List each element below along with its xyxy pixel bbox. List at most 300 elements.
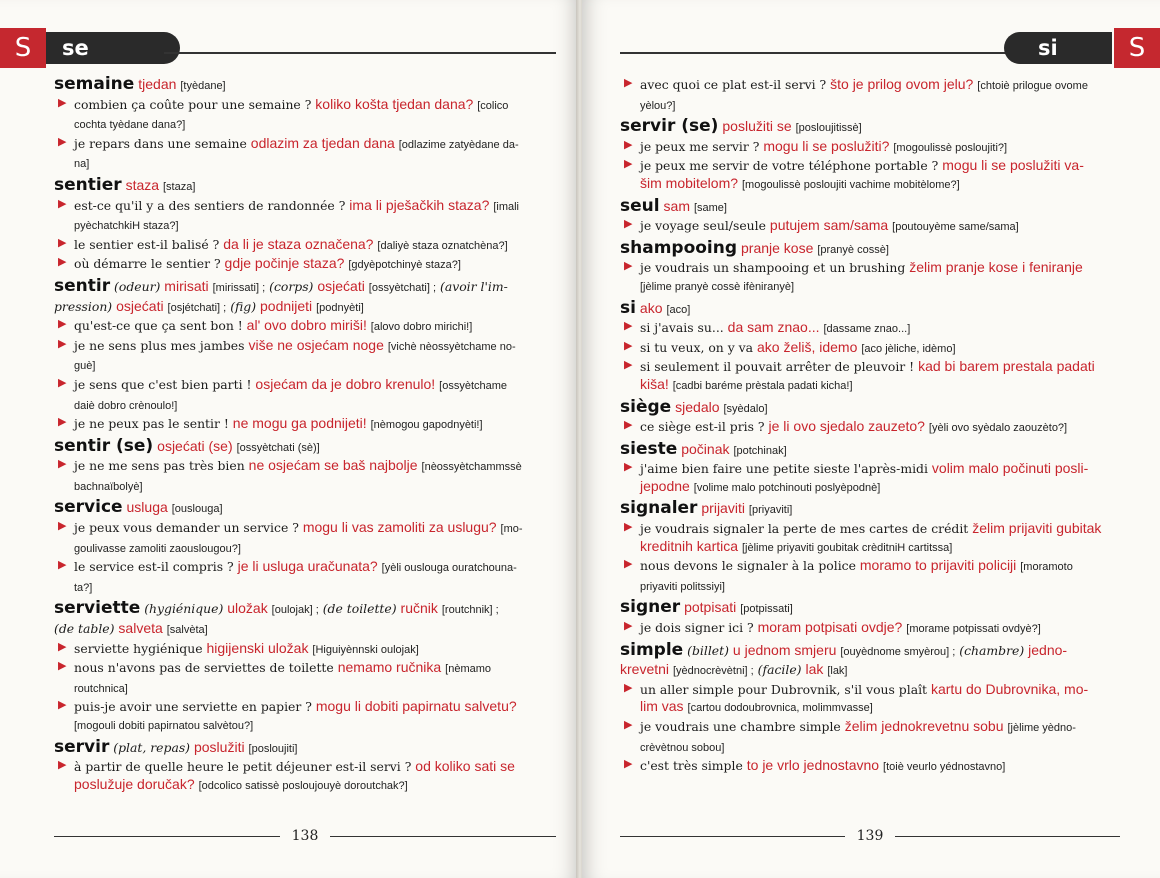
text-line — [74, 477, 556, 497]
french-text: je ne sens plus mes jambes — [74, 337, 245, 353]
dictionary-entry — [620, 118, 1120, 194]
translation: počinak — [681, 440, 730, 457]
french-text: je peux me servir de votre téléphone portable ? — [640, 158, 939, 174]
french-text: le sentier est-il balisé ? — [74, 236, 220, 252]
pronunciation: [yèli ovo syèdalo zaouzèto?] — [928, 422, 1068, 435]
pronunciation: [ossyètchati (sè)] — [236, 441, 320, 454]
translation: lim vas — [640, 698, 684, 715]
example-phrase — [54, 457, 556, 496]
triangle-bullet-icon: ▶ — [624, 520, 633, 534]
text-line — [620, 639, 1120, 662]
translation: šim mobitelom? — [640, 174, 739, 191]
headword: sentir — [54, 275, 111, 296]
text-line — [74, 376, 556, 396]
pronunciation: [syèdalo] — [723, 402, 768, 415]
pronunciation: [same] — [693, 201, 727, 214]
text-line — [640, 538, 1120, 558]
example-phrase — [620, 157, 1120, 194]
translation: kreditnih kartica — [640, 537, 739, 554]
french-text: si tu veux, on y va — [640, 339, 754, 355]
text-line — [74, 659, 556, 679]
dictionary-entry — [620, 297, 1120, 396]
translation: da li je staza označena? — [223, 235, 374, 252]
text-line — [620, 396, 1120, 419]
text-line — [74, 758, 556, 776]
french-text: je peux vous demander un service ? — [74, 520, 299, 536]
text-line — [74, 776, 556, 796]
pronunciation: [nèmogou gapodnyèti!] — [370, 419, 483, 432]
translation: potpisati — [684, 599, 737, 616]
french-text: nous n'avons pas de serviettes de toilette — [74, 660, 334, 676]
translation: usluga — [126, 499, 168, 516]
page-number: 138 — [291, 828, 319, 844]
french-text: où démarre le sentier ? — [74, 256, 221, 272]
pronunciation: [poutouyème same/sama] — [892, 221, 1019, 234]
pronunciation: [daliyè staza oznatchèna?] — [377, 239, 508, 252]
text-line — [54, 174, 556, 197]
example-phrase — [54, 96, 556, 135]
translation: ima li pješačkih staza? — [349, 196, 490, 213]
text-line — [640, 757, 1120, 777]
translation: tjedan — [138, 76, 177, 92]
french-text: le service est-il compris ? — [74, 559, 234, 575]
right-page — [582, 0, 1160, 878]
french-text: à partir de quelle heure le petit déjeuner est-il servi ? — [74, 759, 412, 775]
text-line — [640, 460, 1120, 478]
pronunciation: [aco jèliche, idèmo] — [861, 342, 956, 355]
dictionary-entry — [620, 500, 1120, 596]
pronunciation: [volime malo potchinouti poslyèpodnè] — [693, 481, 881, 494]
pronunciation: [mogoulissè posloujiti?] — [893, 141, 1008, 154]
headword: seul — [620, 195, 660, 216]
translation: poslužuje doručak? — [74, 775, 195, 792]
text-line — [54, 600, 556, 620]
translation: mirisati — [164, 277, 209, 294]
french-text: serviette hygiénique — [74, 640, 203, 656]
pronunciation: [cadbi baréme prèstala padati kicha!] — [672, 379, 853, 392]
pronunciation: [ossyètchati] ; — [368, 281, 437, 294]
translation: želim pranje kose i feniranje — [909, 259, 1083, 276]
french-text: j'aime bien faire une petite sieste l'après-midi — [640, 461, 928, 477]
translation: staza — [125, 176, 160, 193]
french-text: je repars dans une semaine — [74, 135, 247, 151]
triangle-bullet-icon: ▶ — [58, 336, 67, 350]
example-phrase — [620, 138, 1120, 158]
translation: ako želiš, idemo — [757, 338, 858, 355]
text-line — [74, 698, 556, 716]
example-phrase — [54, 376, 556, 415]
french-text: je sens que c'est bien parti ! — [74, 376, 252, 392]
example-phrase — [620, 319, 1120, 339]
example-phrase — [620, 259, 1120, 296]
triangle-bullet-icon: ▶ — [624, 619, 633, 633]
example-phrase — [54, 197, 556, 236]
folio-rule — [620, 836, 845, 837]
text-line — [74, 519, 556, 539]
pronunciation: [jèlime pranyè cossè ifèniranyè] — [640, 280, 795, 293]
grammar-note: (hygiénique) — [144, 601, 224, 617]
triangle-bullet-icon: ▶ — [58, 758, 67, 772]
french-text: ce siège est-il pris ? — [640, 419, 765, 435]
triangle-bullet-icon: ▶ — [58, 317, 67, 331]
text-line — [640, 577, 1120, 597]
translation: sam — [663, 197, 690, 214]
triangle-bullet-icon: ▶ — [624, 319, 633, 333]
headword: si — [620, 297, 636, 318]
triangle-bullet-icon: ▶ — [624, 757, 633, 771]
pronunciation: [chtoiè prilogue ovome — [977, 80, 1088, 92]
text-line — [640, 76, 1120, 96]
triangle-bullet-icon: ▶ — [58, 196, 67, 210]
pronunciation: [yèdnocrèvètni] ; — [672, 665, 754, 678]
pronunciation: [toiè veurlo yédnostavno] — [883, 761, 1006, 774]
pronunciation: yèlou?] — [640, 99, 676, 112]
grammar-note: (corps) — [269, 278, 314, 294]
pronunciation: goulivasse zamoliti zaouslougou?] — [74, 542, 241, 555]
text-line — [640, 738, 1120, 758]
example-phrase — [620, 358, 1120, 395]
headword: servir — [54, 736, 110, 757]
text-line — [74, 679, 556, 699]
example-phrase — [620, 681, 1120, 718]
pronunciation: ta?] — [74, 581, 93, 594]
translation: jepodne — [640, 477, 690, 494]
pronunciation: cochta tyèdane dana?] — [74, 119, 186, 132]
triangle-bullet-icon: ▶ — [624, 157, 633, 171]
example-phrase — [620, 76, 1120, 115]
example-phrase — [54, 758, 556, 795]
headword: sentir (se) — [54, 435, 154, 456]
dictionary-entry — [54, 435, 556, 497]
text-line — [54, 736, 556, 759]
translation: osjećati — [317, 277, 365, 294]
text-line — [620, 661, 1120, 681]
example-phrase — [54, 415, 556, 435]
text-line — [74, 96, 556, 116]
translation: poslužiti se — [722, 118, 792, 135]
header-rule — [620, 52, 1036, 54]
dictionary-entry — [54, 600, 556, 735]
pronunciation: [potchinak] — [733, 444, 787, 457]
triangle-bullet-icon: ▶ — [624, 259, 633, 273]
pronunciation: [aco] — [666, 303, 691, 316]
text-line — [54, 435, 556, 458]
translation: koliko košta tjedan dana? — [315, 95, 474, 112]
text-line — [640, 358, 1120, 376]
french-text: avec quoi ce plat est-il servi ? — [640, 77, 827, 92]
headword: signaler — [620, 498, 698, 519]
headword: serviette — [54, 598, 141, 619]
running-head-tab: se — [46, 32, 180, 64]
text-line — [74, 216, 556, 236]
dictionary-entry — [620, 76, 1120, 115]
text-line — [74, 578, 556, 598]
text-line — [74, 154, 556, 174]
pronunciation: [nèossyètchammssè — [421, 461, 522, 474]
french-text: je dois signer ici ? — [640, 620, 754, 636]
pronunciation: [priyaviti] — [748, 504, 793, 517]
french-text: nous devons le signaler à la police — [640, 558, 856, 574]
text-line — [74, 415, 556, 435]
triangle-bullet-icon: ▶ — [58, 659, 67, 673]
grammar-note: (chambre) — [959, 642, 1025, 658]
example-phrase — [620, 619, 1120, 639]
text-line — [640, 259, 1120, 277]
example-phrase — [54, 558, 556, 597]
right-folio — [620, 826, 1120, 846]
pronunciation: [podnyèti] — [316, 301, 364, 314]
example-phrase — [54, 255, 556, 275]
grammar-note: (avoir l'im- — [439, 278, 508, 294]
text-line — [74, 115, 556, 135]
french-text: combien ça coûte pour une semaine ? — [74, 96, 312, 112]
translation: mogu li dobiti papirnatu salvetu? — [315, 698, 517, 715]
running-head-tab: si — [1004, 32, 1112, 64]
text-line — [74, 716, 556, 736]
pronunciation: [odcolico satissè posloujouyè doroutchak?] — [198, 779, 408, 792]
grammar-note: (fig) — [230, 298, 257, 314]
dictionary-entry — [54, 499, 556, 597]
pronunciation: [mo- — [500, 523, 523, 536]
translation: putujem sam/sama — [769, 217, 889, 234]
text-line — [640, 175, 1120, 195]
text-line — [54, 620, 556, 640]
text-line — [640, 520, 1120, 538]
translation: ručnik — [400, 600, 438, 617]
grammar-note: (facile) — [757, 662, 802, 678]
dictionary-entry — [620, 639, 1120, 777]
translation: higijenski uložak — [206, 639, 309, 656]
pronunciation: [staza] — [163, 180, 196, 193]
pronunciation: [mirissati] ; — [212, 281, 266, 294]
text-line — [74, 457, 556, 477]
headword: servir (se) — [620, 116, 719, 137]
left-page — [0, 0, 578, 878]
french-text: un aller simple pour Dubrovnik, s'il vous plaît — [640, 681, 928, 697]
french-text: je voudrais signaler la perte de mes cartes de crédit — [640, 521, 969, 537]
translation: prijaviti — [701, 500, 745, 517]
french-text: je voudrais un shampooing et un brushing — [640, 260, 906, 276]
text-line — [640, 557, 1120, 577]
text-line — [640, 138, 1120, 158]
pronunciation: routchnica] — [74, 682, 128, 695]
french-text: qu'est-ce que ça sent bon ! — [74, 318, 243, 334]
triangle-bullet-icon: ▶ — [624, 358, 633, 372]
text-line — [620, 118, 1120, 138]
french-text: je peux me servir ? — [640, 138, 760, 154]
pronunciation: [tyèdane] — [180, 80, 226, 92]
text-line — [74, 236, 556, 256]
translation: salveta — [118, 620, 163, 637]
translation: želim jednokrevetnu sobu — [844, 718, 1004, 734]
grammar-note: (de table) — [54, 621, 115, 637]
pronunciation: daiè dobro crènoulo!] — [74, 399, 178, 412]
triangle-bullet-icon: ▶ — [624, 557, 633, 571]
pronunciation: [moramoto — [1020, 561, 1073, 574]
page-number: 139 — [856, 828, 884, 844]
headword: sentier — [54, 174, 122, 195]
translation: krevetni — [620, 661, 670, 678]
translation: podnijeti — [260, 297, 313, 314]
translation: lak — [805, 661, 824, 678]
dictionary-entry — [620, 396, 1120, 438]
translation: poslužiti — [193, 738, 245, 755]
text-line — [640, 478, 1120, 498]
right-entries — [620, 76, 1120, 780]
translation: osjećati — [116, 297, 164, 314]
text-line — [640, 376, 1120, 396]
folio-rule — [895, 836, 1120, 837]
text-line — [620, 500, 1120, 520]
pronunciation: [potpissati] — [740, 603, 793, 616]
grammar-note: (billet) — [687, 642, 729, 658]
text-line — [640, 319, 1120, 339]
text-line — [74, 640, 556, 660]
triangle-bullet-icon: ▶ — [624, 460, 633, 474]
example-phrase — [54, 659, 556, 698]
text-line — [640, 277, 1120, 297]
dictionary-entry — [620, 438, 1120, 498]
example-phrase — [620, 757, 1120, 777]
text-line — [620, 195, 1120, 218]
pronunciation: crèvètnou sobou] — [640, 741, 725, 754]
dictionary-entry — [54, 174, 556, 275]
example-phrase — [620, 460, 1120, 497]
triangle-bullet-icon: ▶ — [58, 375, 67, 389]
translation: kad bi barem prestala padati — [918, 358, 1095, 375]
pronunciation: [mogoulissè posloujiti vachime mobitèlome?] — [741, 178, 960, 191]
example-phrase — [54, 236, 556, 256]
text-line — [620, 237, 1120, 260]
triangle-bullet-icon: ▶ — [624, 76, 633, 89]
text-line — [74, 337, 556, 357]
text-line — [54, 298, 556, 318]
pronunciation: [jèlime yèdno- — [1007, 722, 1076, 734]
pronunciation: [routchnik] ; — [441, 604, 499, 617]
text-line — [620, 599, 1120, 619]
translation: više ne osjećam noge — [248, 336, 384, 353]
text-line — [74, 356, 556, 376]
translation: sjedalo — [675, 398, 720, 415]
folio-rule — [330, 836, 556, 837]
triangle-bullet-icon: ▶ — [58, 558, 67, 572]
grammar-note: (plat, repas) — [113, 739, 191, 755]
example-phrase — [620, 339, 1120, 359]
example-phrase — [54, 317, 556, 337]
text-line — [640, 718, 1120, 738]
example-phrase — [620, 718, 1120, 757]
translation: što je prilog ovom jelu? — [830, 76, 974, 92]
french-text: je ne me sens pas très bien — [74, 458, 245, 474]
pronunciation: na] — [74, 158, 90, 171]
french-text: c'est très simple — [640, 758, 743, 774]
pronunciation: [osjétchati] ; — [167, 301, 227, 314]
example-phrase — [620, 217, 1120, 237]
triangle-bullet-icon: ▶ — [58, 255, 67, 269]
translation: odlazim za tjedan dana — [250, 134, 395, 151]
translation: moramo to prijaviti policiji — [859, 557, 1017, 574]
text-line — [74, 197, 556, 217]
translation: pranje kose — [741, 239, 814, 256]
pronunciation: [odlazime zatyèdane da- — [398, 138, 519, 151]
pronunciation: [ossyètchame — [439, 379, 508, 392]
triangle-bullet-icon: ▶ — [58, 698, 67, 712]
text-line — [620, 438, 1120, 461]
pronunciation: [morame potpissati ovdyè?] — [906, 623, 1041, 636]
triangle-bullet-icon: ▶ — [58, 134, 67, 148]
translation: nemamo ručnika — [337, 659, 442, 676]
french-text: si seulement il pouvait arrêter de pleuvoir ! — [640, 359, 915, 375]
pronunciation: [colico — [477, 99, 509, 112]
triangle-bullet-icon: ▶ — [58, 235, 67, 249]
text-line — [74, 396, 556, 416]
translation: kartu do Dubrovnika, mo- — [930, 680, 1089, 697]
example-phrase — [620, 418, 1120, 438]
headword: siège — [620, 396, 672, 417]
pronunciation: [imali — [493, 200, 519, 213]
dictionary-entry — [620, 237, 1120, 297]
text-line — [74, 255, 556, 275]
translation: ne osjećam se baš najbolje — [248, 457, 418, 474]
header-rule — [164, 52, 556, 54]
text-line — [640, 157, 1120, 175]
text-line — [74, 317, 556, 337]
pronunciation: [Higuiyènnski oulojak] — [312, 643, 419, 656]
text-line — [54, 275, 556, 298]
triangle-bullet-icon: ▶ — [624, 137, 633, 151]
translation: al' ovo dobro miriši! — [246, 317, 367, 334]
translation: moram potpisati ovdje? — [757, 619, 903, 636]
section-letter-tab: S — [0, 28, 46, 68]
text-line — [640, 619, 1120, 639]
translation: jedno- — [1028, 641, 1068, 658]
triangle-bullet-icon: ▶ — [58, 457, 67, 471]
text-line — [640, 217, 1120, 237]
triangle-bullet-icon: ▶ — [624, 718, 633, 731]
triangle-bullet-icon: ▶ — [624, 680, 633, 694]
french-text: si j'avais su... — [640, 320, 724, 336]
triangle-bullet-icon: ▶ — [624, 338, 633, 352]
triangle-bullet-icon: ▶ — [58, 519, 67, 533]
pronunciation: [ouyèdnome smyèrou] ; — [840, 645, 956, 658]
translation: od koliko sati se — [415, 758, 515, 775]
translation: je li usluga uračunata? — [237, 558, 378, 575]
dictionary-entry — [54, 736, 556, 796]
french-text: je voudrais une chambre simple — [640, 719, 841, 734]
text-line — [54, 499, 556, 519]
translation: mogu li vas zamoliti za uslugu? — [302, 519, 497, 536]
text-line — [640, 418, 1120, 438]
pronunciation: [ouslouga] — [171, 503, 223, 516]
translation: ne mogu ga podnijeti! — [232, 415, 367, 432]
section-letter-tab: S — [1114, 28, 1160, 68]
headword: simple — [620, 639, 684, 660]
dictionary-entry — [620, 599, 1120, 638]
translation: želim prijaviti gubitak — [972, 520, 1102, 537]
left-entries — [54, 76, 556, 798]
pronunciation: bachnaïbolyè] — [74, 480, 143, 493]
translation: to je vrlo jednostavno — [746, 757, 880, 774]
pronunciation: [dassame znao...] — [823, 323, 911, 336]
pronunciation: [posloujiti] — [248, 742, 298, 755]
pronunciation: [nèmamo — [445, 663, 492, 676]
pronunciation: [oulojak] ; — [271, 604, 319, 617]
triangle-bullet-icon: ▶ — [58, 415, 67, 429]
triangle-bullet-icon: ▶ — [58, 639, 67, 653]
text-line — [74, 539, 556, 559]
grammar-note: pression) — [54, 298, 113, 314]
translation: gdje počinje staza? — [224, 255, 345, 272]
